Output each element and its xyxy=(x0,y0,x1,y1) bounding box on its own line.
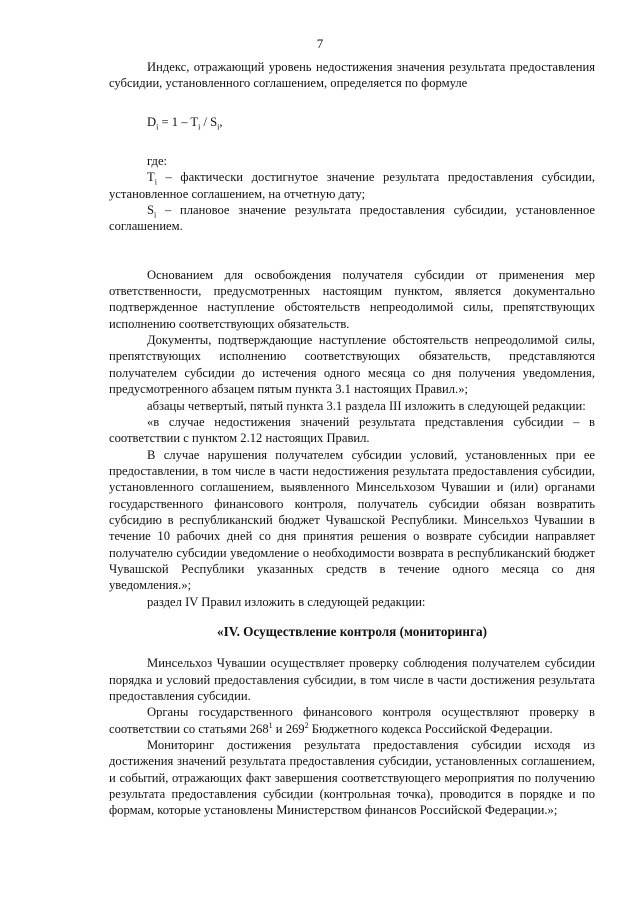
paragraph-force-majeure-documents: Документы, подтверждающие наступление обстоятельств непреодолимой силы, препятствующих исполнению соответствующих обязательств, представляются получателем субсидии до истечения одного месяца со дня получения уведомления, предусмотренного абзацем пятым пункта 3.1 настоящих Правил.»; xyxy=(109,333,595,397)
paragraph-quote-start: «в случае недостижения значений результата представления субсидии – в соответствии с пунктом 2.12 настоящих Правил. xyxy=(109,414,595,446)
paragraph-amendment-3-1: абзацы четвертый, пятый пункта 3.1 раздела III изложить в следующей редакции: xyxy=(147,398,586,413)
paragraph-ministry-check: Минсельхоз Чувашии осуществляет проверку соблюдения получателем субсидии порядка и условий предоставления субсидии, в том числе в части достижения результата предоставления субсидии. xyxy=(109,656,595,703)
paragraph-where: где: xyxy=(147,154,168,169)
section-heading: «IV. Осуществление контроля (мониторинга) xyxy=(217,623,487,639)
paragraph-liability-exemption: Основанием для освобождения получателя субсидии от применения мер ответственности, предусмотренных настоящим пунктом, является документально подтвержденное наступление обстоятельств непреодолимой силы, препятствующих исполнению соответствующих обязательств. xyxy=(109,267,595,331)
paragraph-monitoring: Мониторинг достижения результата предоставления субсидии исходя из достижения значений результата предоставления субсидии, установленных соглашением, и событий, отражающих факт завершения соответствующего мероприятия по получению результата предоставления субсидии (контрольная точка), проводится в порядке и по формам, которые установлены Министерством финансов Российской Федерации.»; xyxy=(109,738,595,818)
paragraph-violation: В случае нарушения получателем субсидии условий, установленных при ее предоставлении, в том числе в части недостижения результата предоставления субсидии, установленного соглашением, выявленного Минсельхозом Чувашии и (или) органами государственного финансового контроля, получатель субсидии обязан возвратить субсидию в республиканский бюджет Чувашской Республики. Минсельхоз Чувашии в течение 10 рабочих дней со дня принятия решения о возврате субсидии направляет получателю субсидии уведомление о необходимости возврата в республиканский бюджет Чувашской Республики указанных средств в течение одного месяца со дня уведомления.»; xyxy=(109,447,595,593)
document-body xyxy=(109,59,595,819)
paragraph-amendment-section-iv: раздел IV Правил изложить в следующей редакции: xyxy=(147,594,426,609)
paragraph-t-definition: $T_i$ – фактически достигнутое значение результата предоставления субсидии, установленное соглашением, на отчетную дату; xyxy=(109,170,595,201)
paragraph-index-definition: Индекс, отражающий уровень недостижения значения результата предоставления субсидии, установленного соглашением, определяется по формуле xyxy=(109,60,595,91)
formula: $D_i = 1 - T_i / S_i$, xyxy=(147,114,223,132)
paragraph-s-definition: $S_i$ – плановое значение результата предоставления субсидии, установленное соглашением. xyxy=(109,203,595,234)
page-number: 7 xyxy=(316,36,324,51)
paragraph-financial-control: Органы государственного финансового контроля осуществляют проверку в соответствии со статьями $268^1$ и $269^2$ Бюджетного кодекса Российской Федерации. xyxy=(109,705,595,736)
